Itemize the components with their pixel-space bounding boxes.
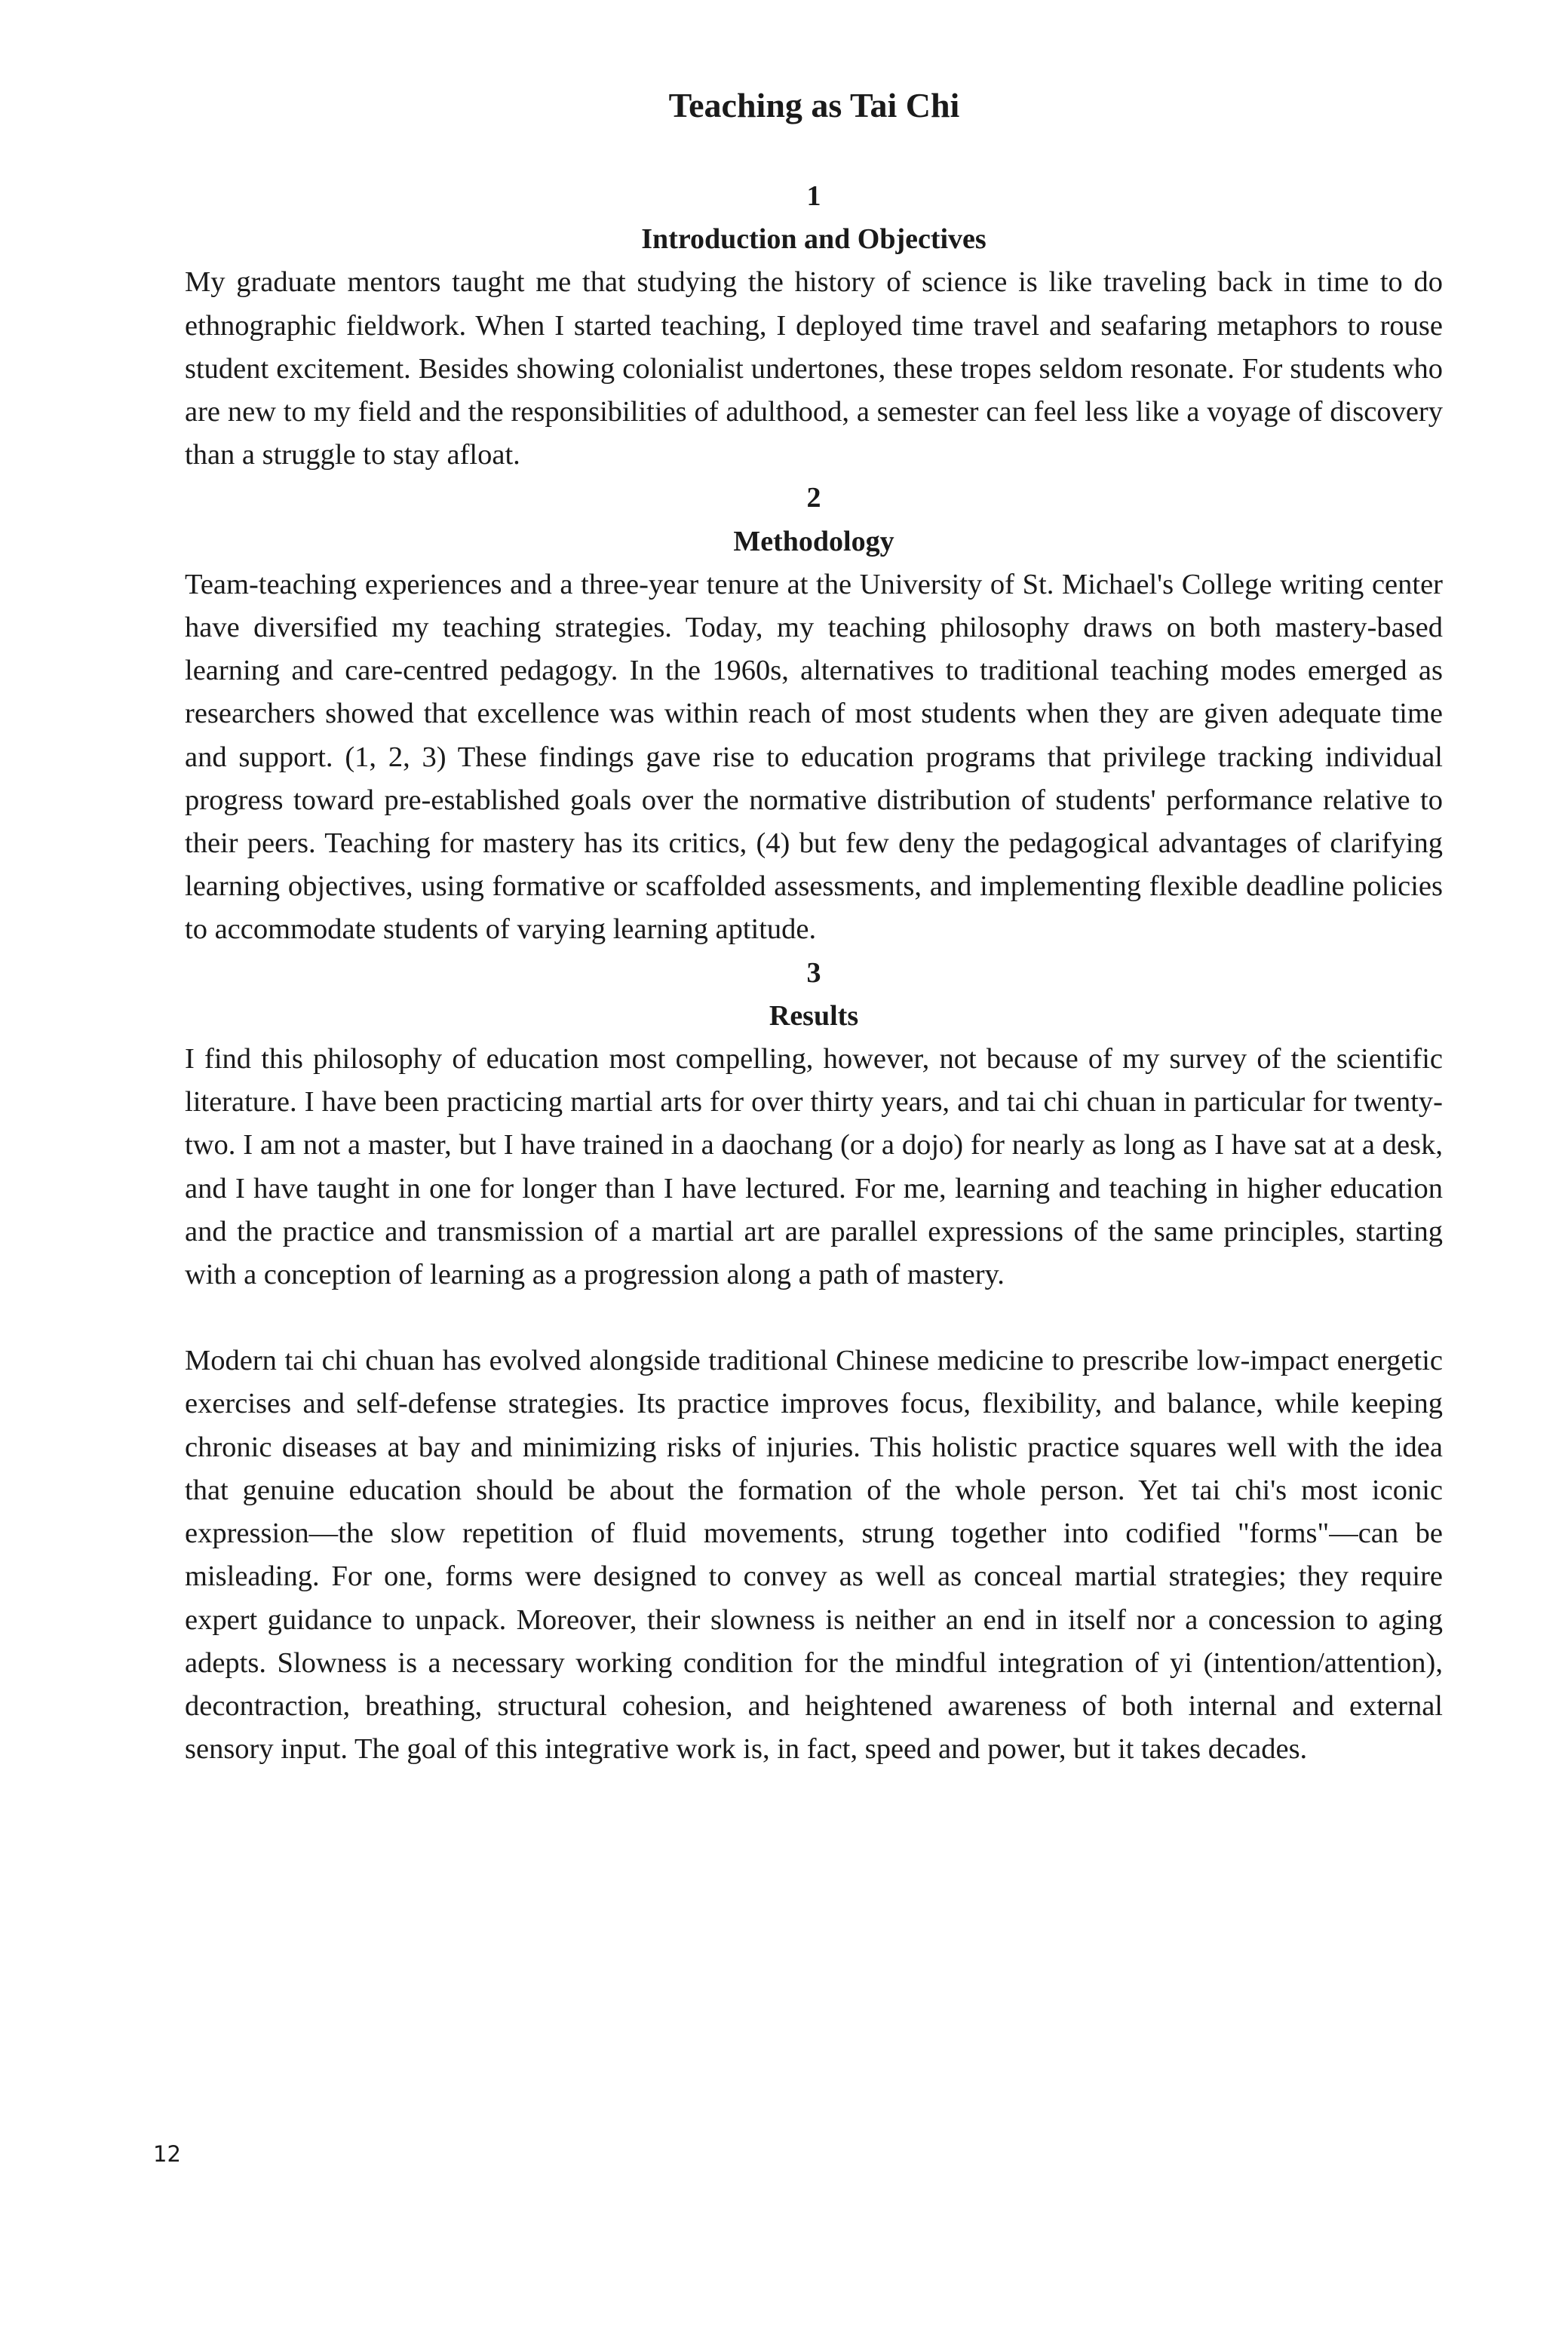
paragraph: Team-teaching experiences and a three-year tenure at the University of St. Michael's College writing center have diversified my teaching strategies. Today, my teaching philosophy draws on both mastery-based learning and care-centred pedagogy. In the 1960s, alternatives to traditional teaching modes emerged as researchers showed that excellence was within reach of most students when they are given adequate time and support. (1, 2, 3) These findings gave rise to education programs that privilege tracking individual progress toward pre-established goals over the normative distribution of students' performance relative to their peers. Teaching for mastery has its critics, (4) but few deny the pedagogical advantages of clarifying learning objectives, using formative or scaffolded assessments, and implementing flexible deadline policies to accommodate students of varying learning aptitude. xyxy=(185,568,1443,946)
section-number: 2 xyxy=(806,482,821,514)
section-results xyxy=(185,952,1443,1772)
page-number: 12 xyxy=(153,2141,181,2167)
section-heading: Introduction and Objectives xyxy=(641,223,987,256)
section-heading: Results xyxy=(769,999,859,1032)
section-number: 3 xyxy=(806,956,821,989)
paragraph: My graduate mentors taught me that studying the history of science is like traveling back in time to do ethnographic fieldwork. When I started teaching, I deployed time travel and seafaring metaphors to rouse student excitement. Besides showing colonialist undertones, these tropes seldom resonate. For students who are new to my field and the responsibilities of adulthood, a semester can feel less like a voyage of discovery than a struggle to stay afloat. xyxy=(185,266,1443,471)
section-number: 1 xyxy=(806,180,821,212)
paragraph: I find this philosophy of education most compelling, however, not because of my survey of the scientific literature. I have been practicing martial arts for over thirty years, and tai chi chuan in particular for twenty-two. I am not a master, but I have trained in a daochang (or a dojo) for nearly as long as I have sat at a desk, and I have taught in one for longer than I have lectured. For me, learning and teaching in higher education and the practice and transmission of a martial art are parallel expressions of the same principles, starting with a conception of learning as a progression along a path of mastery. xyxy=(185,1043,1443,1291)
paragraph: Modern tai chi chuan has evolved alongside traditional Chinese medicine to prescribe low-impact energetic exercises and self-defense strategies. Its practice improves focus, flexibility, and balance, while keeping chronic diseases at bay and minimizing risks of injuries. This holistic practice squares well with the idea that genuine education should be about the formation of the whole person. Yet tai chi's most iconic expression—the slow repetition of fluid movements, strung together into codified "forms"—can be misleading. For one, forms were designed to convey as well as conceal martial strategies; they require expert guidance to unpack. Moreover, their slowness is neither an end in itself nor a concession to aging adepts. Slowness is a necessary working condition for the mindful integration of yi (intention/attention), decontraction, breathing, structural cohesion, and heightened awareness of both internal and external sensory input. The goal of this integrative work is, in fact, speed and power, but it takes decades. xyxy=(185,1345,1443,1766)
section-methodology xyxy=(185,477,1443,951)
page-title: Teaching as Tai Chi xyxy=(668,86,960,124)
section-introduction xyxy=(185,175,1443,477)
section-heading: Methodology xyxy=(733,525,894,557)
document-body xyxy=(185,175,1443,1771)
